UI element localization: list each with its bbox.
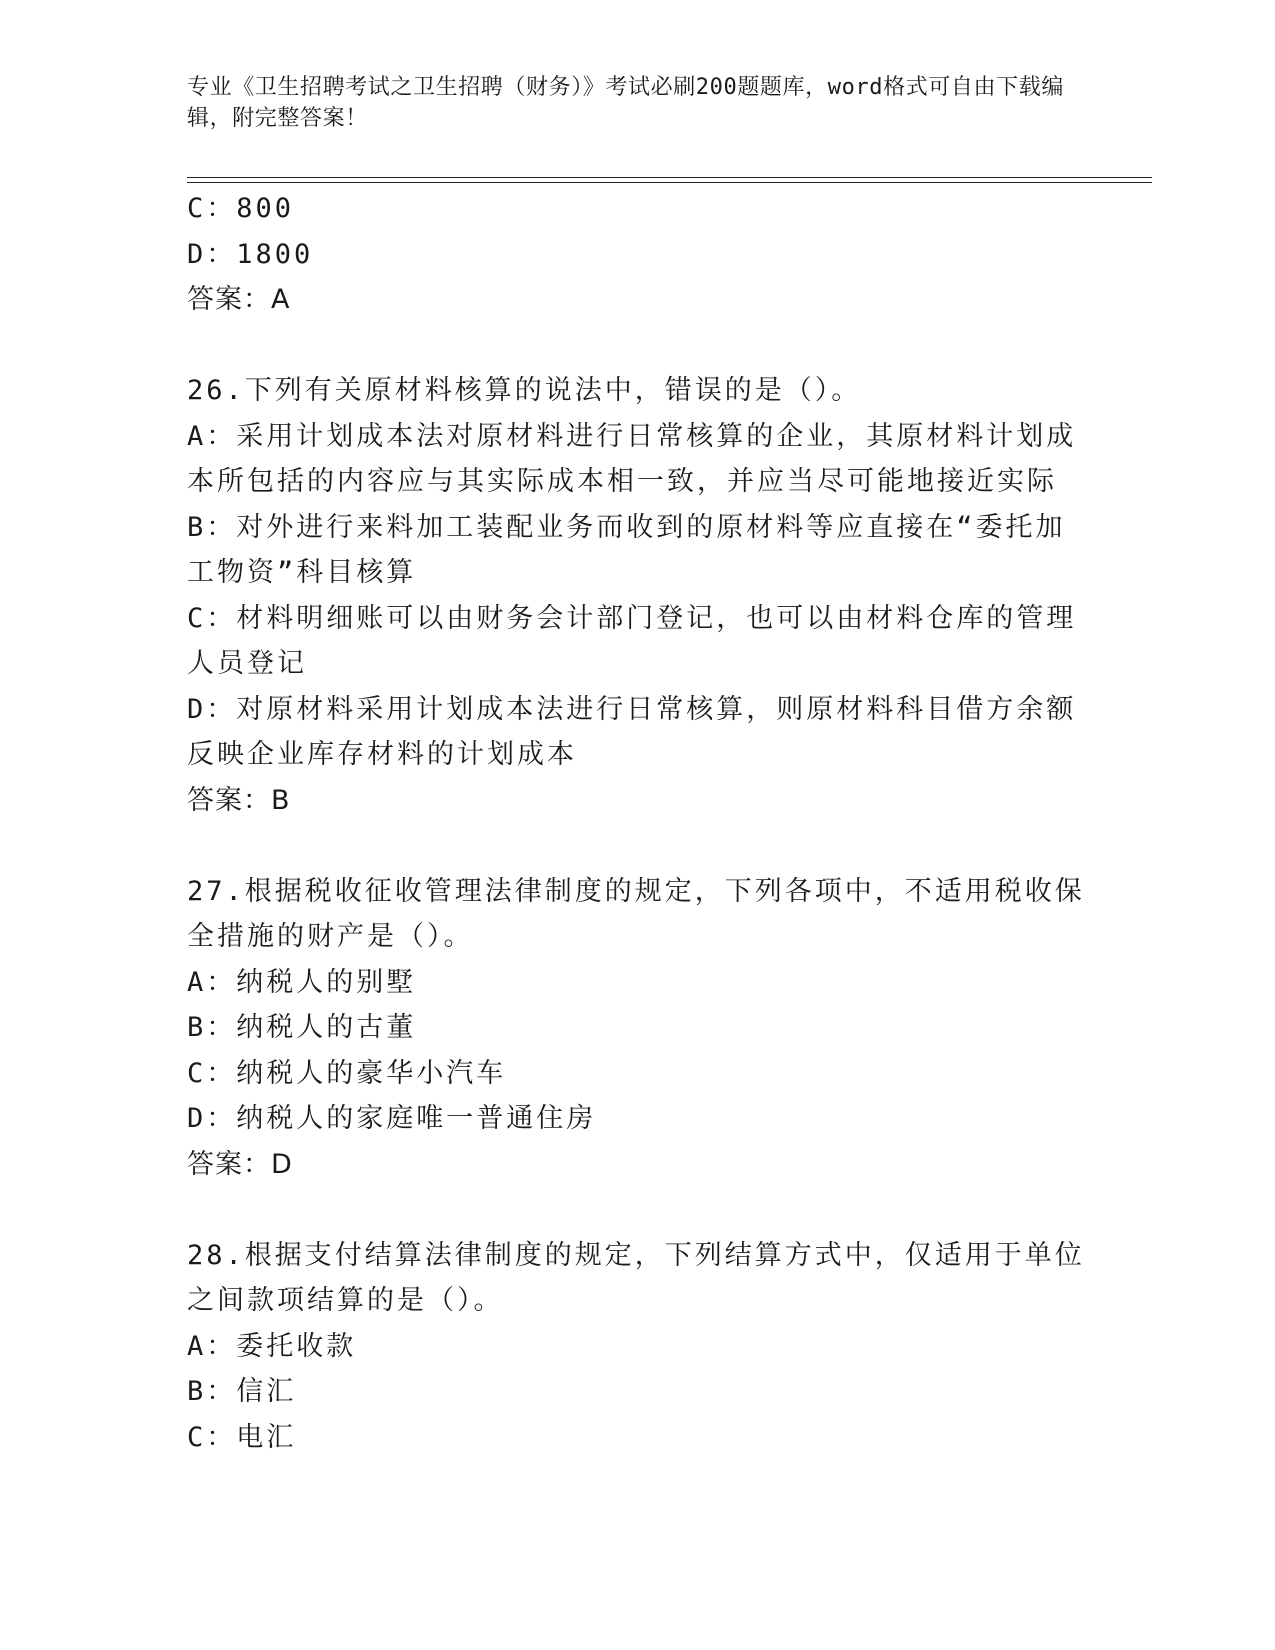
question-28: [187, 1233, 1087, 1461]
option-d: D：1800: [187, 238, 314, 270]
question-stem: 27.根据税收征收管理法律制度的规定，下列各项中，不适用税收保全措施的财产是（）。: [187, 875, 1085, 952]
option-c: C：800: [187, 193, 295, 224]
option-a: A：委托收款: [187, 1330, 357, 1362]
option-d: D：对原材料采用计划成本法进行日常核算，则原材料科目借方余额反映企业库存材料的计划成本: [187, 693, 1077, 770]
answer: 答案：B: [187, 784, 291, 816]
answer: 答案：D: [187, 1148, 293, 1180]
option-d: D：纳税人的家庭唯一普通住房: [187, 1103, 597, 1134]
question-stem: 26.下列有关原材料核算的说法中，错误的是（）。: [187, 375, 862, 406]
document-header: [187, 72, 1087, 134]
header-rule-top: [187, 177, 1152, 178]
option-a: A：纳税人的别墅: [187, 966, 417, 998]
option-c: C：电汇: [187, 1421, 297, 1453]
option-c: C：材料明细账可以由财务会计部门登记，也可以由材料仓库的管理人员登记: [187, 602, 1077, 679]
header-title: 专业《卫生招聘考试之卫生招聘（财务）》考试必刷200题题库，word格式可自由下载编辑，附完整答案！: [187, 75, 1064, 131]
option-c: C：纳税人的豪华小汽车: [187, 1057, 507, 1089]
option-b: B：对外进行来料加工装配业务而收到的原材料等应直接在“委托加工物资”科目核算: [187, 511, 1066, 588]
header-rule-bottom: [187, 182, 1152, 183]
previous-question-tail: [187, 186, 1087, 323]
question-27: [187, 869, 1087, 1188]
question-stem: 28.根据支付结算法律制度的规定，下列结算方式中，仅适用于单位之间款项结算的是（）。: [187, 1239, 1085, 1316]
question-26: [187, 368, 1087, 823]
answer: 答案：A: [187, 284, 291, 315]
option-a: A：采用计划成本法对原材料进行日常核算的企业，其原材料计划成本所包括的内容应与其实际成本相一致，并应当尽可能地接近实际: [187, 420, 1077, 497]
document-body: [187, 186, 1087, 1460]
option-b: B：纳税人的古董: [187, 1012, 417, 1043]
option-b: B：信汇: [187, 1376, 297, 1407]
